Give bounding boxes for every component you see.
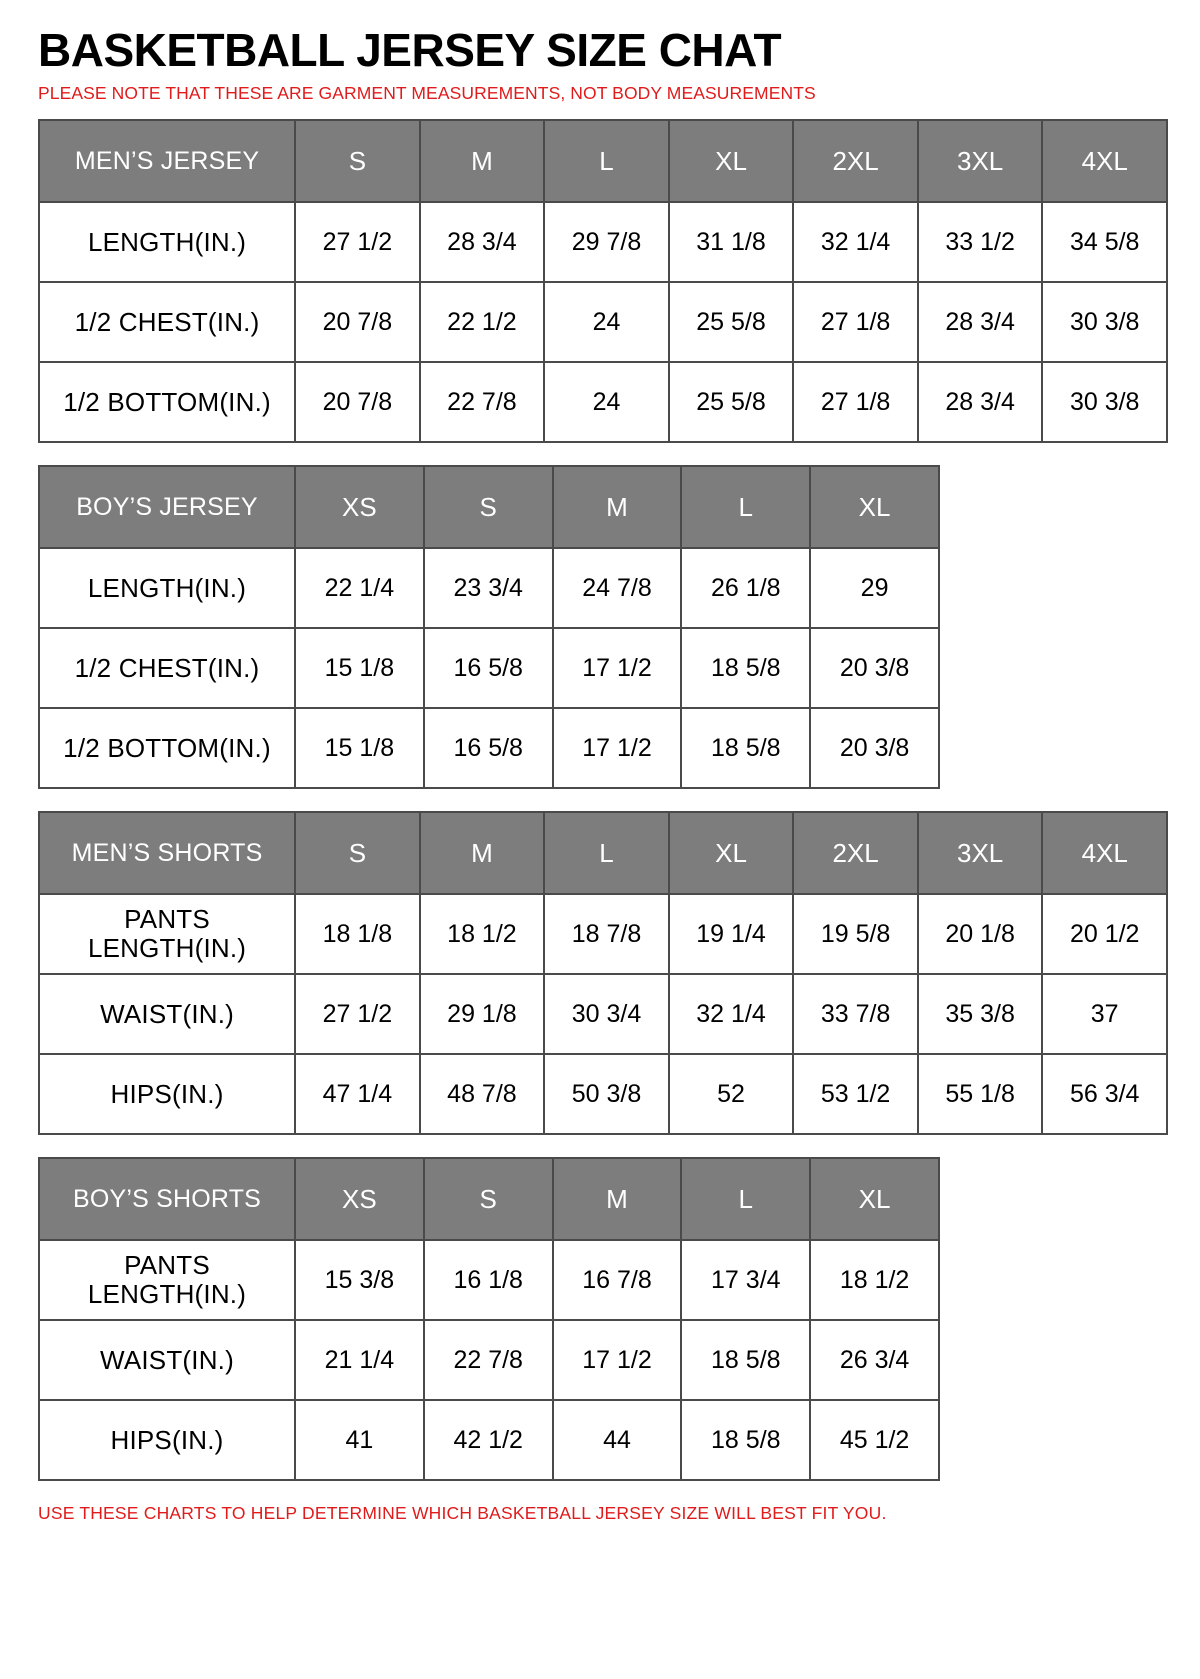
column-header-size: XS bbox=[295, 1158, 424, 1240]
cell-value: 27 1/8 bbox=[793, 362, 918, 442]
table-row bbox=[39, 1320, 939, 1400]
cell-value: 17 1/2 bbox=[553, 628, 682, 708]
cell-value: 50 3/8 bbox=[544, 1054, 669, 1134]
cell-value: 22 7/8 bbox=[420, 362, 545, 442]
cell-value: 28 3/4 bbox=[918, 362, 1043, 442]
row-label: LENGTH(IN.) bbox=[39, 202, 295, 282]
row-label: WAIST(IN.) bbox=[39, 974, 295, 1054]
cell-value: 27 1/2 bbox=[295, 202, 420, 282]
cell-value: 28 3/4 bbox=[918, 282, 1043, 362]
column-header-size: 2XL bbox=[793, 120, 918, 202]
column-header-size: S bbox=[424, 1158, 553, 1240]
row-label-line1: PANTS bbox=[124, 904, 210, 935]
cell-value: 18 7/8 bbox=[544, 894, 669, 974]
cell-value: 18 1/8 bbox=[295, 894, 420, 974]
table-corner-label: BOY’S SHORTS bbox=[39, 1158, 295, 1240]
cell-value: 56 3/4 bbox=[1042, 1054, 1167, 1134]
cell-value: 20 7/8 bbox=[295, 362, 420, 442]
cell-value: 28 3/4 bbox=[420, 202, 545, 282]
cell-value: 17 1/2 bbox=[553, 708, 682, 788]
cell-value: 26 1/8 bbox=[681, 548, 810, 628]
cell-value: 16 7/8 bbox=[553, 1240, 682, 1320]
cell-value: 17 1/2 bbox=[553, 1320, 682, 1400]
measurement-note: PLEASE NOTE THAT THESE ARE GARMENT MEASUREMENTS, NOT BODY MEASUREMENTS bbox=[38, 82, 816, 103]
cell-value: 20 1/2 bbox=[1042, 894, 1167, 974]
cell-value: 23 3/4 bbox=[424, 548, 553, 628]
table-corner-label: MEN’S JERSEY bbox=[39, 120, 295, 202]
cell-value: 15 1/8 bbox=[295, 628, 424, 708]
column-header-size: M bbox=[420, 812, 545, 894]
cell-value: 18 5/8 bbox=[681, 1320, 810, 1400]
cell-value: 30 3/4 bbox=[544, 974, 669, 1054]
column-header-size: L bbox=[544, 120, 669, 202]
row-label: 1/2 CHEST(IN.) bbox=[39, 628, 295, 708]
column-header-size: XS bbox=[295, 466, 424, 548]
row-label: HIPS(IN.) bbox=[39, 1054, 295, 1134]
row-label bbox=[39, 1240, 295, 1320]
cell-value: 22 1/4 bbox=[295, 548, 424, 628]
cell-value: 18 1/2 bbox=[420, 894, 545, 974]
column-header-size: XL bbox=[669, 812, 794, 894]
cell-value: 29 7/8 bbox=[544, 202, 669, 282]
cell-value: 16 5/8 bbox=[424, 628, 553, 708]
column-header-size: L bbox=[681, 1158, 810, 1240]
cell-value: 24 bbox=[544, 362, 669, 442]
table-row bbox=[39, 1240, 939, 1320]
table-header-row bbox=[39, 812, 1167, 894]
table-corner-label: MEN’S SHORTS bbox=[39, 812, 295, 894]
cell-value: 33 1/2 bbox=[918, 202, 1043, 282]
column-header-size: XL bbox=[669, 120, 794, 202]
row-label-line2: LENGTH(IN.) bbox=[87, 1279, 247, 1310]
column-header-size: XL bbox=[810, 466, 939, 548]
row-label: 1/2 CHEST(IN.) bbox=[39, 282, 295, 362]
column-header-size: M bbox=[420, 120, 545, 202]
cell-value: 20 7/8 bbox=[295, 282, 420, 362]
cell-value: 41 bbox=[295, 1400, 424, 1480]
cell-value: 52 bbox=[669, 1054, 794, 1134]
table-row bbox=[39, 708, 939, 788]
table-row bbox=[39, 1400, 939, 1480]
table-row bbox=[39, 628, 939, 708]
cell-value: 30 3/8 bbox=[1042, 362, 1167, 442]
table-header-row bbox=[39, 1158, 939, 1240]
cell-value: 15 1/8 bbox=[295, 708, 424, 788]
cell-value: 20 3/8 bbox=[810, 708, 939, 788]
cell-value: 20 3/8 bbox=[810, 628, 939, 708]
cell-value: 15 3/8 bbox=[295, 1240, 424, 1320]
cell-value: 30 3/8 bbox=[1042, 282, 1167, 362]
table-boys-jersey bbox=[38, 465, 940, 789]
cell-value: 34 5/8 bbox=[1042, 202, 1167, 282]
cell-value: 25 5/8 bbox=[669, 362, 794, 442]
cell-value: 18 5/8 bbox=[681, 628, 810, 708]
column-header-size: 2XL bbox=[793, 812, 918, 894]
cell-value: 33 7/8 bbox=[793, 974, 918, 1054]
cell-value: 24 7/8 bbox=[553, 548, 682, 628]
cell-value: 26 3/4 bbox=[810, 1320, 939, 1400]
cell-value: 20 1/8 bbox=[918, 894, 1043, 974]
cell-value: 55 1/8 bbox=[918, 1054, 1043, 1134]
column-header-size: M bbox=[553, 466, 682, 548]
cell-value: 47 1/4 bbox=[295, 1054, 420, 1134]
column-header-size: L bbox=[544, 812, 669, 894]
column-header-size: M bbox=[553, 1158, 682, 1240]
row-label: LENGTH(IN.) bbox=[39, 548, 295, 628]
cell-value: 32 1/4 bbox=[793, 202, 918, 282]
cell-value: 21 1/4 bbox=[295, 1320, 424, 1400]
cell-value: 24 bbox=[544, 282, 669, 362]
row-label-line2: LENGTH(IN.) bbox=[87, 933, 247, 964]
cell-value: 37 bbox=[1042, 974, 1167, 1054]
column-header-size: 3XL bbox=[918, 120, 1043, 202]
table-row bbox=[39, 894, 1167, 974]
table-corner-label: BOY’S JERSEY bbox=[39, 466, 295, 548]
cell-value: 44 bbox=[553, 1400, 682, 1480]
table-mens-shorts bbox=[38, 811, 1168, 1135]
cell-value: 31 1/8 bbox=[669, 202, 794, 282]
row-label bbox=[39, 894, 295, 974]
table-header-row bbox=[39, 466, 939, 548]
row-label: 1/2 BOTTOM(IN.) bbox=[39, 708, 295, 788]
cell-value: 18 5/8 bbox=[681, 708, 810, 788]
cell-value: 29 1/8 bbox=[420, 974, 545, 1054]
column-header-size: S bbox=[295, 120, 420, 202]
cell-value: 17 3/4 bbox=[681, 1240, 810, 1320]
cell-value: 42 1/2 bbox=[424, 1400, 553, 1480]
cell-value: 32 1/4 bbox=[669, 974, 794, 1054]
cell-value: 18 1/2 bbox=[810, 1240, 939, 1320]
table-row bbox=[39, 1054, 1167, 1134]
column-header-size: 3XL bbox=[918, 812, 1043, 894]
column-header-size: L bbox=[681, 466, 810, 548]
cell-value: 29 bbox=[810, 548, 939, 628]
footer-note: USE THESE CHARTS TO HELP DETERMINE WHICH BASKETBALL JERSEY SIZE WILL BEST FIT YOU. bbox=[38, 1503, 887, 1524]
column-header-size: S bbox=[295, 812, 420, 894]
table-row bbox=[39, 282, 1167, 362]
row-label: 1/2 BOTTOM(IN.) bbox=[39, 362, 295, 442]
column-header-size: S bbox=[424, 466, 553, 548]
cell-value: 25 5/8 bbox=[669, 282, 794, 362]
row-label: HIPS(IN.) bbox=[39, 1400, 295, 1480]
cell-value: 27 1/8 bbox=[793, 282, 918, 362]
column-header-size: XL bbox=[810, 1158, 939, 1240]
table-row bbox=[39, 362, 1167, 442]
table-boys-shorts bbox=[38, 1157, 940, 1481]
table-mens-jersey bbox=[38, 119, 1168, 443]
column-header-size: 4XL bbox=[1042, 120, 1167, 202]
column-header-size: 4XL bbox=[1042, 812, 1167, 894]
cell-value: 45 1/2 bbox=[810, 1400, 939, 1480]
cell-value: 18 5/8 bbox=[681, 1400, 810, 1480]
cell-value: 22 1/2 bbox=[420, 282, 545, 362]
cell-value: 16 1/8 bbox=[424, 1240, 553, 1320]
cell-value: 48 7/8 bbox=[420, 1054, 545, 1134]
table-header-row bbox=[39, 120, 1167, 202]
cell-value: 16 5/8 bbox=[424, 708, 553, 788]
cell-value: 53 1/2 bbox=[793, 1054, 918, 1134]
cell-value: 19 1/4 bbox=[669, 894, 794, 974]
cell-value: 19 5/8 bbox=[793, 894, 918, 974]
row-label-line1: PANTS bbox=[124, 1250, 210, 1281]
page-title: BASKETBALL JERSEY SIZE CHAT bbox=[38, 24, 782, 76]
table-row bbox=[39, 202, 1167, 282]
cell-value: 22 7/8 bbox=[424, 1320, 553, 1400]
table-row bbox=[39, 974, 1167, 1054]
table-row bbox=[39, 548, 939, 628]
cell-value: 35 3/8 bbox=[918, 974, 1043, 1054]
row-label: WAIST(IN.) bbox=[39, 1320, 295, 1400]
cell-value: 27 1/2 bbox=[295, 974, 420, 1054]
